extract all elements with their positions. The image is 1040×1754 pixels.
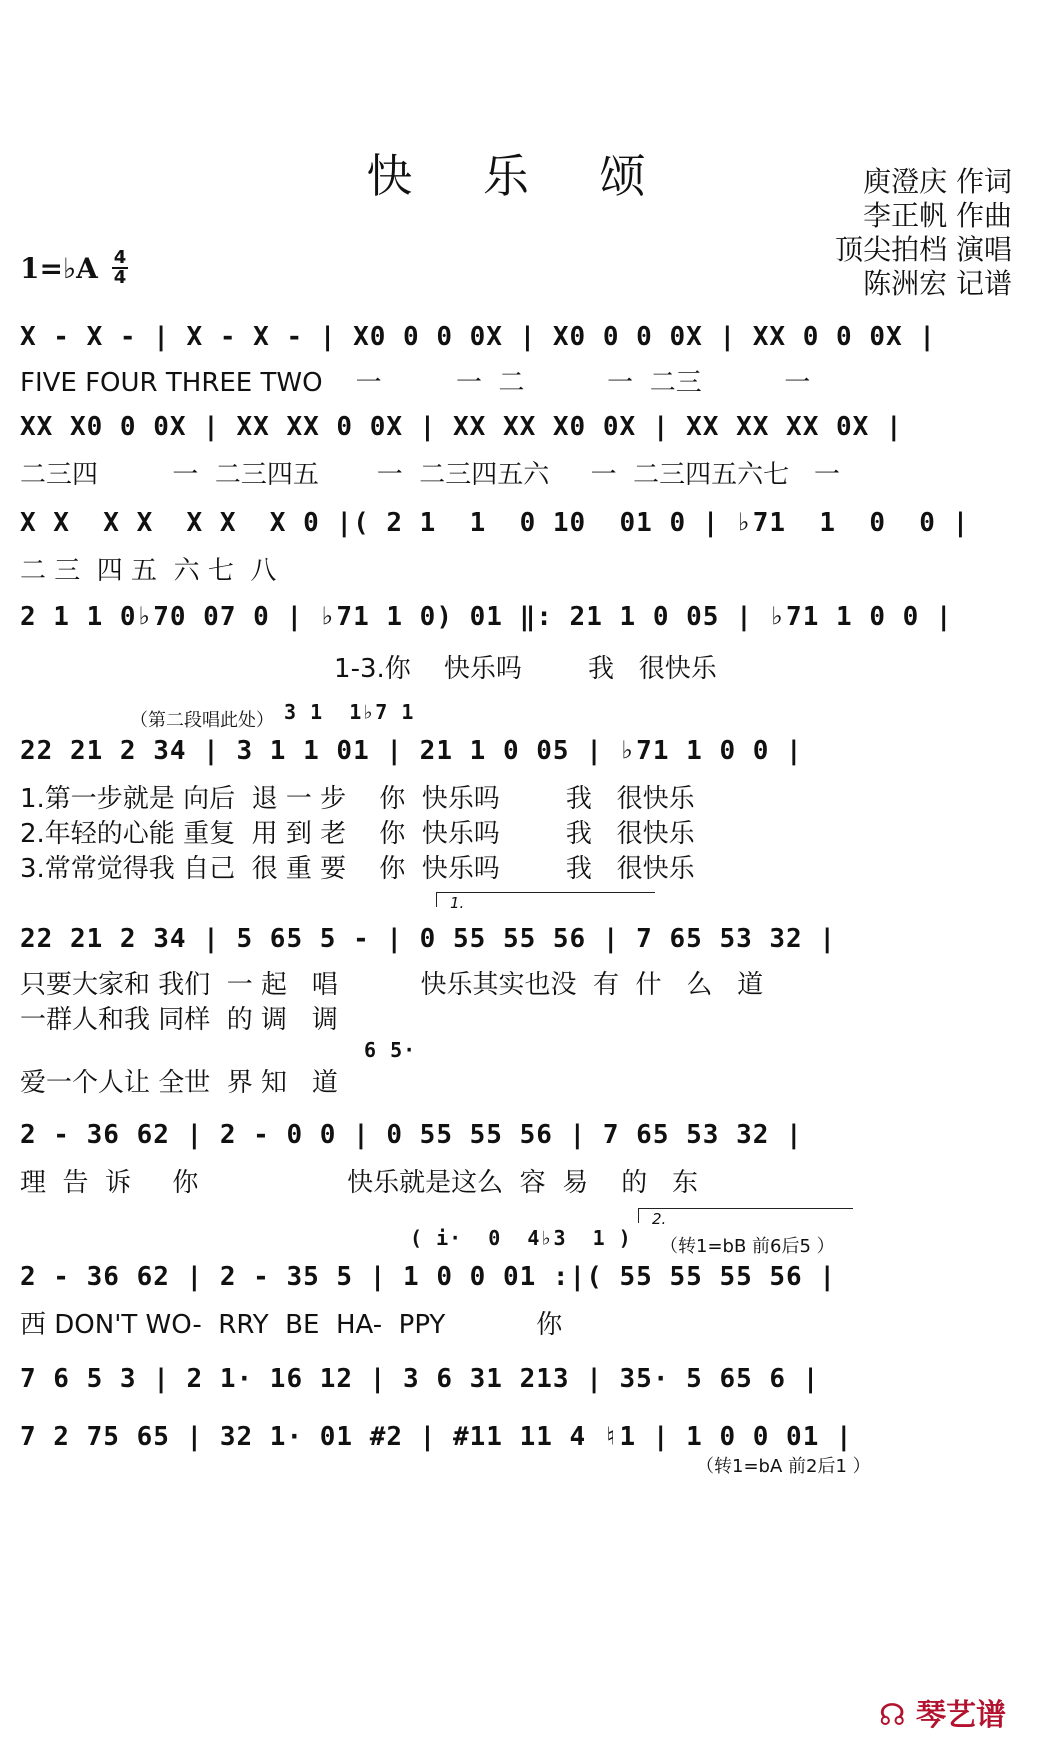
logo-icon: ☊ [878, 1698, 906, 1733]
bracket-phrase: ( i· 0 4♭3 1 ) [410, 1226, 632, 1250]
notation-row-3: X X X X X X X 0 |( 2 1 1 0 10 01 0 | ♭71 1 0 0 | [20, 508, 970, 538]
time-signature-bottom: 4 [113, 267, 127, 288]
notation-row-4: 2 1 1 0♭70 07 0 | ♭71 1 0) 01 ‖: 21 1 0 05 | ♭71 1 0 0 | [20, 602, 953, 632]
modulation-note-1: （转1=bB 前6后5 ） [660, 1236, 835, 1257]
volta-1-number: 1. [450, 894, 465, 912]
lyrics-row-2: 二三四 一 二三四五 一 二三四五六 一 二三四五六七 一 [20, 460, 840, 490]
volta-2-bracket [638, 1208, 853, 1223]
lyrics-row-3: 二 三 四 五 六 七 八 [20, 556, 277, 586]
performer-credit: 顶尖拍档 演唱 [835, 233, 1012, 266]
notation-row-1: X - X - | X - X - | X0 0 0 0X | X0 0 0 0X | XX 0 0 0X | [20, 322, 936, 352]
alt-notes-verse-3: 6 5· [364, 1038, 417, 1062]
lyrics-row-6-verse-1: 只要大家和 我们 一 起 唱 快乐其实也没 有 什 么 道 [20, 970, 764, 1000]
lyrics-row-7: 理 告 诉 你 快乐就是这么 容 易 的 东 [20, 1168, 699, 1198]
lyrics-row-4: 1-3.你 快乐吗 我 很快乐 [20, 654, 717, 684]
site-logo [879, 1690, 1006, 1734]
notation-row-6: 22 21 2 34 | 5 65 5 - | 0 55 55 56 | 7 65 53 32 | [20, 924, 837, 954]
logo-text: 琴艺谱 [916, 1698, 1006, 1733]
lyrics-row-5-verse-1: 1.第一步就是 向后 退 一 步 你 快乐吗 我 很快乐 [20, 784, 695, 814]
second-verse-note: （第二段唱此处） [130, 710, 274, 731]
notation-row-7: 2 - 36 62 | 2 - 0 0 | 0 55 55 56 | 7 65 53 32 | [20, 1120, 803, 1150]
notation-row-10: 7 2 75 65 | 32 1· 01 #2 | #11 11 4 ♮1 | 1 0 0 01 | [20, 1422, 853, 1452]
lyrics-row-5-verse-2: 2.年轻的心能 重复 用 到 老 你 快乐吗 我 很快乐 [20, 819, 695, 849]
lyrics-row-5-verse-3: 3.常常觉得我 自己 很 重 要 你 快乐吗 我 很快乐 [20, 854, 695, 884]
lyricist-credit: 庾澄庆 作词 [863, 165, 1012, 198]
modulation-note-2: （转1=bA 前2后1 ） [696, 1456, 871, 1477]
lyrics-row-6-verse-2: 一群人和我 同样 的 调 调 [20, 1005, 338, 1035]
volta-2-number: 2. [652, 1210, 667, 1228]
alt-notes-verse-2: 3 1 1♭7 1 [284, 700, 415, 724]
notation-row-8: 2 - 36 62 | 2 - 35 5 | 1 0 0 01 :|( 55 55 55 56 | [20, 1262, 837, 1292]
page-title: 快 乐 颂 [366, 149, 674, 203]
composer-credit: 李正帆 作曲 [863, 199, 1012, 232]
transcriber-credit: 陈洲宏 记谱 [863, 267, 1012, 300]
lyrics-row-6-verse-3: 爱一个人让 全世 界 知 道 [20, 1068, 338, 1098]
lyrics-row-8: 西 DON'T WO- RRY BE HA- PPY 你 [20, 1310, 563, 1340]
time-signature-top: 4 [113, 247, 127, 268]
notation-row-9: 7 6 5 3 | 2 1· 16 12 | 3 6 31 213 | 35· 5 65 6 | [20, 1364, 820, 1394]
time-signature [112, 247, 128, 288]
notation-row-5: 22 21 2 34 | 3 1 1 01 | 21 1 0 05 | ♭71 1 0 0 | [20, 736, 803, 766]
lyrics-row-1: FIVE FOUR THREE TWO 一 一 二 一 二三 一 [20, 368, 811, 398]
key-signature: 1=♭A [20, 252, 98, 285]
notation-row-2: XX X0 0 0X | XX XX 0 0X | XX XX X0 0X | XX XX XX 0X | [20, 412, 903, 442]
volta-1-bracket [436, 892, 655, 907]
